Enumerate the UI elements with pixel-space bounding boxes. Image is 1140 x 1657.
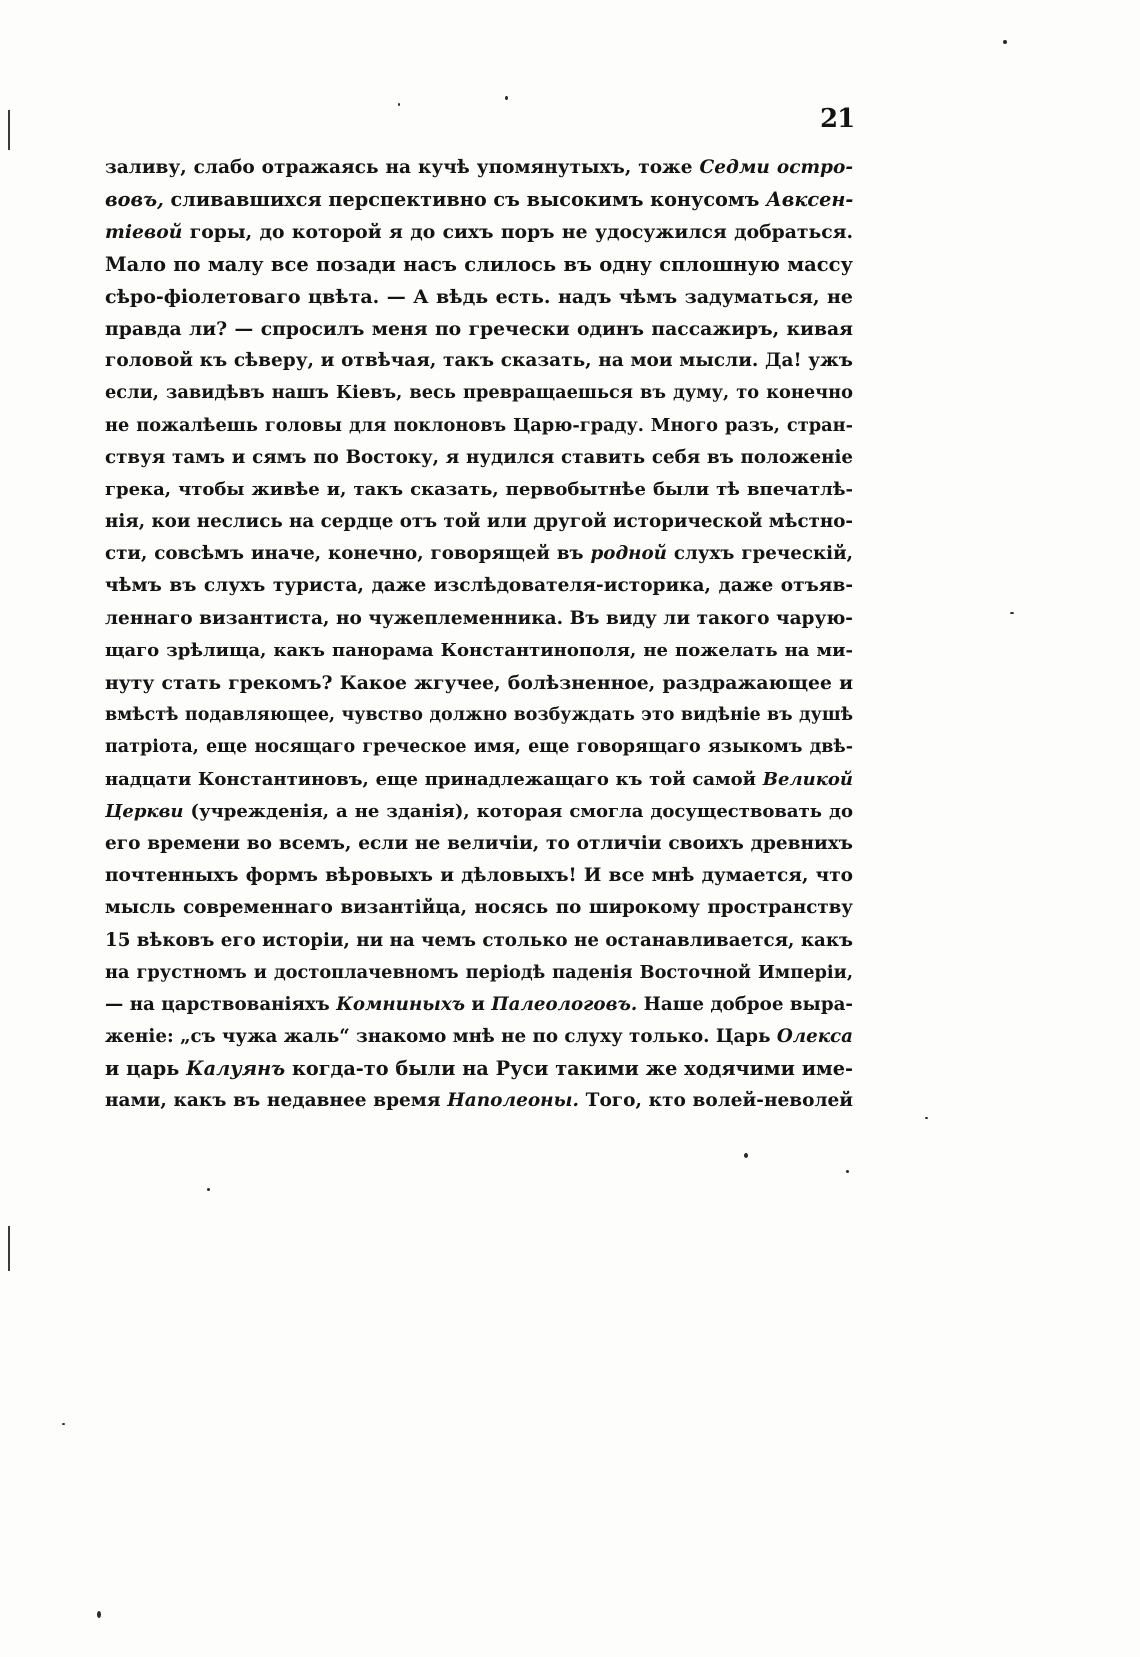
text-segment: ствуя тамъ и сямъ по Востоку, я нудился ставить себя въ положеніе <box>105 446 853 468</box>
text-segment: сливавшихся перспективно съ высокимъ конусомъ <box>163 188 767 212</box>
text-segment: на грустномъ и достоплачевномъ періодѣ паденія Восточной Имперіи, <box>105 961 853 983</box>
text-line <box>105 281 853 313</box>
text-segment: и <box>464 993 492 1015</box>
italic-text: Калуянъ <box>186 1057 286 1081</box>
text-segment: правда ли? — спросилъ меня по гречески одинъ пассажиръ, кивая <box>105 317 853 340</box>
text-segment: леннаго византиста, но чужеплеменника. Въ виду ли такого чарую- <box>105 607 853 629</box>
text-line <box>105 764 853 796</box>
italic-text: Палеологовъ. <box>491 993 638 1015</box>
text-line <box>105 184 853 216</box>
text-segment: сти, совсѣмъ иначе, конечно, говорящей въ <box>105 543 591 565</box>
text-line <box>105 796 853 828</box>
italic-text: Авксен- <box>766 188 853 212</box>
text-segment: патріота, еще носящаго греческое имя, еще говорящаго языкомъ двѣ- <box>105 737 853 758</box>
text-segment: не пожалѣешь головы для поклоновъ Царю-граду. Много разъ, стран- <box>105 414 853 436</box>
text-segment: Мало по малу все позади насъ слилось въ одну сплошную массу <box>105 252 853 276</box>
scan-speck <box>1010 612 1014 614</box>
text-line <box>105 1021 853 1053</box>
text-segment: 15 вѣковъ его исторіи, ни на чемъ столько не останавливается, какъ <box>105 929 853 951</box>
text-line <box>105 667 853 699</box>
text-segment: Наше доброе выра- <box>637 993 853 1015</box>
italic-text: Церкви <box>105 800 184 822</box>
text-segment: когда-то были на Руси такими же ходячими име- <box>285 1057 853 1081</box>
scan-speck <box>207 1188 210 1191</box>
text-segment: Того, кто волей-неволей <box>578 1090 853 1112</box>
italic-text: вовъ, <box>105 188 164 212</box>
scan-speck <box>846 1170 849 1173</box>
scan-speck <box>97 1611 101 1618</box>
text-line <box>105 152 853 184</box>
text-segment: если, завидѣвъ нашъ Кіевъ, весь превращаешься въ думу, то конечно <box>105 382 853 404</box>
text-segment: слухъ греческій, <box>666 543 853 565</box>
text-line <box>105 313 853 345</box>
scan-speck <box>505 96 508 100</box>
text-line <box>105 345 853 377</box>
text-segment: головой къ сѣверу, и отвѣчая, такъ сказать, на мои мысли. Да! ужъ <box>105 350 853 372</box>
text-segment: надцати Константиновъ, еще принадлежащаго къ той самой <box>105 768 763 790</box>
text-segment: (учрежденія, а не зданія), которая смогла досуществовать до <box>183 800 853 822</box>
italic-text: Великой <box>762 768 853 790</box>
italic-text: Седми остро- <box>699 157 853 178</box>
text-line <box>105 828 853 860</box>
scan-speck <box>925 1117 928 1119</box>
text-segment: нія, кои неслись на сердце отъ той или другой исторической мѣстно- <box>105 511 853 533</box>
text-line <box>105 635 853 667</box>
text-segment: вмѣстѣ подавляющее, чувство должно возбуждать это видѣніе въ душѣ <box>105 705 853 726</box>
italic-text: Комниныхъ <box>336 993 465 1015</box>
text-line <box>105 731 853 763</box>
scan-edge-mark <box>8 110 10 150</box>
scan-speck <box>1003 40 1007 44</box>
text-segment: грека, чтобы живѣе и, такъ сказать, первобытнѣе были тѣ впечатлѣ- <box>105 478 853 500</box>
text-line <box>105 1053 853 1085</box>
text-segment: заливу, слабо отражаясь на кучѣ упомянутыхъ, тоже <box>105 157 700 178</box>
text-segment: сѣро-фіолетоваго цвѣта. — А вѣдь есть. надъ чѣмъ задуматься, не <box>105 285 853 308</box>
text-segment: нами, какъ въ недавнее время <box>105 1090 448 1112</box>
text-segment: горы, до которой я до сихъ поръ не удосужился добраться. <box>182 221 853 244</box>
text-line <box>105 216 853 248</box>
page-number: 21 <box>820 104 855 134</box>
text-line <box>105 570 853 602</box>
text-segment: его времени во всемъ, если не величіи, то отличіи своихъ древнихъ <box>105 832 853 854</box>
text-line <box>105 957 853 989</box>
text-segment: нуту стать грекомъ? Какое жгучее, болѣзненное, раздражающее и <box>105 672 853 694</box>
scan-speck <box>62 1423 65 1425</box>
italic-text: тіевой <box>105 221 183 244</box>
scan-edge-mark <box>8 1226 10 1271</box>
body-text <box>105 152 853 1118</box>
text-segment: женіе: „съ чужа жаль“ знакомо мнѣ не по слуху только. Царь <box>105 1026 777 1048</box>
text-segment: — на царствованіяхъ <box>105 993 337 1015</box>
text-line <box>105 249 853 281</box>
text-segment: чѣмъ въ слухъ туриста, даже изслѣдователя-историка, даже отъяв- <box>105 575 853 597</box>
text-segment: почтенныхъ формъ вѣровыхъ и дѣловыхъ! И все мнѣ думается, что <box>105 865 853 887</box>
text-line <box>105 474 853 506</box>
scan-speck <box>744 1153 748 1158</box>
italic-text: Наполеоны. <box>447 1090 579 1112</box>
text-line <box>105 989 853 1021</box>
text-line <box>105 892 853 924</box>
text-line <box>105 699 853 731</box>
text-line <box>105 410 853 442</box>
text-line <box>105 377 853 409</box>
scan-speck <box>398 103 400 106</box>
text-line <box>105 603 853 635</box>
italic-text: Олекса <box>776 1026 853 1048</box>
italic-text: родной <box>590 543 667 565</box>
text-line <box>105 442 853 474</box>
text-segment: и царь <box>105 1057 187 1081</box>
text-line <box>105 506 853 538</box>
text-line <box>105 860 853 892</box>
text-segment: щаго зрѣлища, какъ панорама Константинополя, не пожелать на ми- <box>105 639 853 661</box>
text-segment: мысль современнаго византійца, носясь по широкому пространству <box>105 897 853 919</box>
text-line <box>105 538 853 570</box>
text-line <box>105 1085 853 1117</box>
text-line <box>105 925 853 957</box>
